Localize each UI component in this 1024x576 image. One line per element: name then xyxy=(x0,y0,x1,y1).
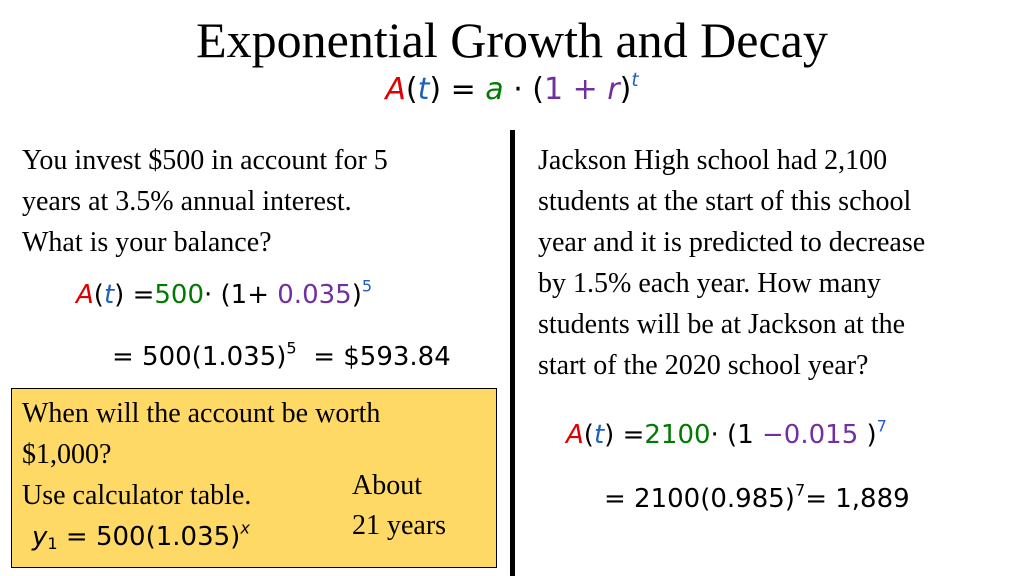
left-eq-paren: ( xyxy=(93,280,104,310)
right-problem-line: Jackson High school had 2,100 xyxy=(538,145,888,176)
formula-t: t xyxy=(417,72,430,107)
calc-eq-y: y xyxy=(32,522,48,552)
right-equation-result xyxy=(604,482,910,516)
left-eq-principal: 500 xyxy=(154,280,204,310)
formula-equals: ) = xyxy=(429,72,486,107)
right-eq-dot-paren: · (1 xyxy=(710,420,754,450)
right-problem-line: students will be at Jackson at the xyxy=(538,309,906,340)
left-result-value: = $593.84 xyxy=(313,342,451,372)
right-equation-substituted xyxy=(566,418,887,452)
left-result-expression: = 500(1.035) xyxy=(112,342,287,372)
general-formula xyxy=(0,70,1024,110)
left-eq-exponent: 5 xyxy=(361,276,373,296)
calculator-equation xyxy=(32,520,250,554)
calc-eq-subscript: 1 xyxy=(47,534,58,554)
formula-paren-close: ) xyxy=(619,72,632,107)
formula-r: r xyxy=(607,72,620,107)
right-result-value: = 1,889 xyxy=(805,484,910,514)
box-question-text xyxy=(22,393,380,516)
left-eq-close: ) xyxy=(351,280,362,310)
formula-one: 1 xyxy=(543,72,564,107)
left-equation-result xyxy=(112,340,451,374)
left-problem-line: years at 3.5% annual interest. xyxy=(22,186,352,217)
left-result-exponent: 5 xyxy=(286,338,297,358)
formula-exponent-t: t xyxy=(631,69,639,91)
left-eq-dot-paren: · (1+ xyxy=(204,280,269,310)
left-problem-text xyxy=(22,140,502,263)
right-problem-text xyxy=(538,140,1018,386)
right-eq-initial: 2100 xyxy=(644,420,711,450)
calc-eq-body: = 500(1.035) xyxy=(57,522,241,552)
formula-plus: + xyxy=(563,72,608,107)
right-problem-line: year and it is predicted to decrease xyxy=(538,227,926,258)
right-result-exponent: 7 xyxy=(794,480,806,500)
left-equation-substituted xyxy=(76,278,372,312)
right-eq-rate: −0.015 xyxy=(762,420,859,450)
right-eq-paren: ( xyxy=(583,420,594,450)
page-title: Exponential Growth and Decay xyxy=(196,12,828,68)
left-problem-line: What is your balance? xyxy=(22,227,272,258)
box-line: Use calculator table. xyxy=(22,480,252,511)
formula-dot-paren: · ( xyxy=(503,72,544,107)
left-problem-line: You invest $500 in account for 5 xyxy=(22,145,388,176)
box-answer-line: About xyxy=(352,470,422,501)
right-result-expression: = 2100(0.985) xyxy=(604,484,795,514)
right-eq-A: A xyxy=(566,420,584,450)
box-answer-line: 21 years xyxy=(352,510,447,541)
left-eq-rate: 0.035 xyxy=(277,280,352,310)
left-eq-A: A xyxy=(76,280,94,310)
left-eq-equals: ) = xyxy=(114,280,155,310)
formula-A: A xyxy=(385,72,406,107)
column-divider xyxy=(510,130,515,576)
left-eq-t: t xyxy=(103,280,115,310)
box-line: $1,000? xyxy=(22,439,112,470)
box-line: When will the account be worth xyxy=(22,398,381,429)
right-eq-close: ) xyxy=(866,420,877,450)
right-problem-line: students at the start of this school xyxy=(538,186,912,217)
formula-paren-open: ( xyxy=(405,72,418,107)
right-eq-equals: ) = xyxy=(604,420,645,450)
right-eq-t: t xyxy=(593,420,605,450)
right-eq-exponent: 7 xyxy=(876,416,887,436)
right-problem-line: by 1.5% each year. How many xyxy=(538,268,881,299)
formula-a: a xyxy=(485,72,504,107)
calc-eq-exponent: x xyxy=(240,518,250,538)
right-problem-line: start of the 2020 school year? xyxy=(538,350,869,381)
box-answer-text xyxy=(352,466,446,546)
